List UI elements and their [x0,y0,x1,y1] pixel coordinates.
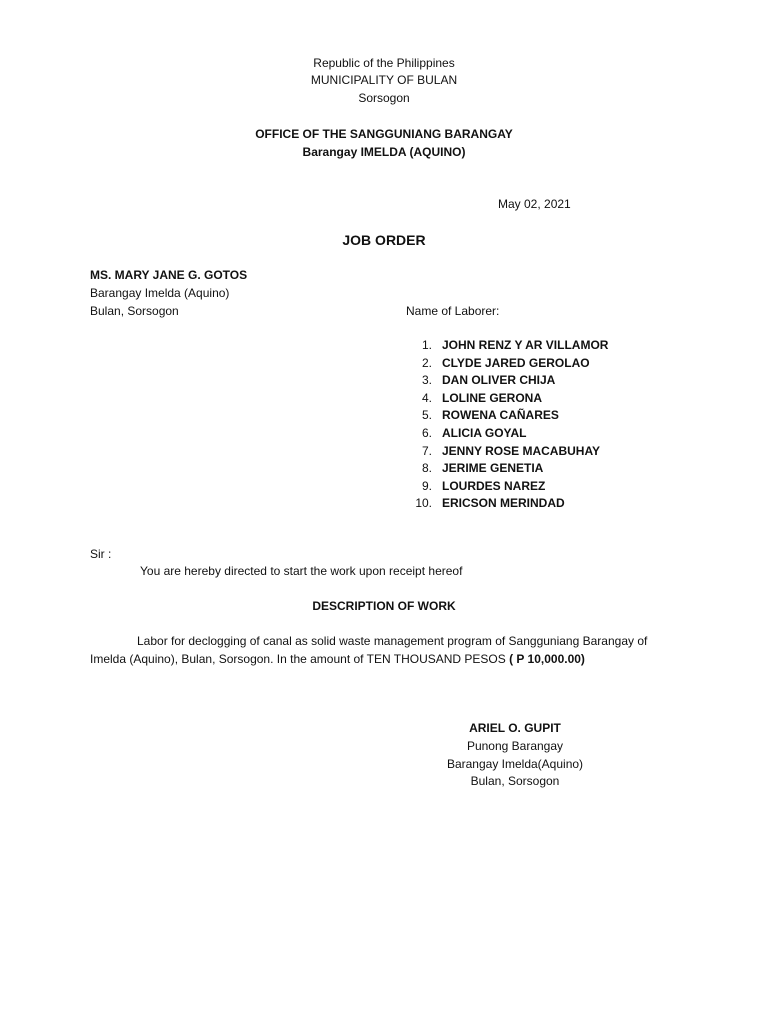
laborer-name: JOHN RENZ Y AR VILLAMOR [442,338,609,352]
header-republic: Republic of the Philippines [313,56,455,70]
salutation: Sir : [90,547,112,561]
work-heading: DESCRIPTION OF WORK [312,599,456,613]
header-province: Sorsogon [358,91,410,105]
laborer-name: ALICIA GOYAL [442,426,527,440]
laborer-number: 4. [421,391,432,405]
work-description-text: Imelda (Aquino), Bulan, Sorsogon. In the amount of TEN THOUSAND PESOS [90,652,510,666]
laborer-number: 5. [421,408,432,422]
laborer-number: 8. [421,461,432,475]
signatory-barangay: Barangay Imelda(Aquino) [446,757,584,771]
signatory-location: Bulan, Sorsogon [470,774,560,788]
laborer-name: LOLINE GERONA [442,391,543,405]
laborer-number: 9. [421,479,432,493]
signatory-name: ARIEL O. GUPIT [469,721,561,735]
laborer-number: 3. [421,373,432,387]
work-amount: ( P 10,000.00) [509,652,585,666]
laborer-name: LOURDES NAREZ [442,479,546,493]
work-description-line2 [90,651,585,668]
laborer-name: JENNY ROSE MACABUHAY [442,444,601,458]
addressee-name: MS. MARY JANE G. GOTOS [90,268,248,282]
work-description-line1: Labor for declogging of canal as solid waste management program of Sangguniang Barangay of [137,634,648,648]
laborer-number: 7. [421,444,432,458]
laborers-heading: Name of Laborer: [406,304,500,318]
header-barangay: Barangay IMELDA (AQUINO) [302,145,466,159]
document-date: May 02, 2021 [498,197,571,211]
signatory-position: Punong Barangay [466,739,564,753]
directive-text: You are hereby directed to start the work upon receipt hereof [140,564,463,578]
laborer-number: 1. [421,338,432,352]
laborer-number: 10. [415,496,432,510]
laborer-number: 2. [421,356,432,370]
laborer-name: ROWENA CAÑARES [442,408,559,422]
header-municipality: MUNICIPALITY OF BULAN [310,73,458,87]
header-office: OFFICE OF THE SANGGUNIANG BARANGAY [255,127,513,141]
laborer-name: DAN OLIVER CHIJA [442,373,556,387]
document-title: JOB ORDER [342,232,426,248]
laborer-name: JERIME GENETIA [442,461,544,475]
laborer-number: 6. [421,426,432,440]
laborer-name: ERICSON MERINDAD [442,496,565,510]
addressee-line2: Bulan, Sorsogon [90,304,179,318]
laborer-name: CLYDE JARED GEROLAO [442,356,590,370]
addressee-line1: Barangay Imelda (Aquino) [90,286,230,300]
